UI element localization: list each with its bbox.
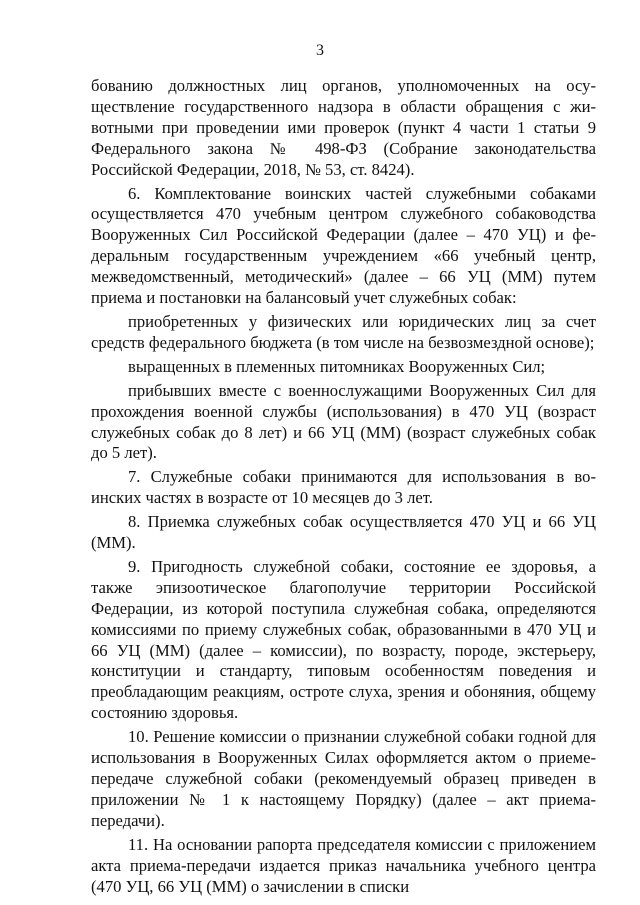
paragraph-item-10: 10. Решение комиссии о признании служебной собаки годной для использования в Вооруженных Силах оформляется актом о приеме-передаче служебной собаки (рекомендуемый образец приведен в приложении № 1 к настоящему Порядку) (далее – акт приема-передачи). (91, 727, 596, 830)
paragraph-item-9: 9. Пригодность служебной собаки, состояние ее здоровья, а также эпизоотическое благополучие территории Российской Федерации, из которой поступила служебная собака, определяются комиссиями по приему служебных собак, образованными в 470 УЦ и 66 УЦ (ММ) (далее – комиссии), по возрасту, породе, экстерьеру, конституции и стандарту, типовым особенностям поведения и преобладающим реакциям, остроте слуха, зрения и обоняния, общему состоянию здоровья. (91, 556, 596, 723)
paragraph-item-7: 7. Служебные собаки принимаются для использования в воинских частях в возрасте от 10 месяцев до 3 лет. (91, 467, 596, 508)
paragraph-item-6: 6. Комплектование воинских частей служебными собаками осуществляется 470 учебным центром служебного собаководства Вооруженных Сил Российской Федерации (далее – 470 УЦ) и федеральным государственным учреждением «66 учебный центр, межведомственный, методический» (далее – 66 УЦ (ММ) путем приема и постановки на балансовый учет служебных собак: (91, 183, 596, 308)
paragraph-subitem-bred: выращенных в племенных питомниках Вооруженных Сил; (128, 356, 546, 376)
paragraph-item-11: 11. На основании рапорта председателя комиссии с приложением акта приема-передачи издается приказ начальника учебного центра (470 УЦ, 66 УЦ (ММ) о зачислении в списки (91, 834, 596, 896)
paragraph-subitem-purchased: приобретенных у физических или юридических лиц за счет средств федерального бюджета (в том числе на безвозмездной основе); (91, 311, 596, 352)
paragraph-item-8: 8. Приемка служебных собак осуществляется 470 УЦ и 66 УЦ (ММ). (91, 512, 596, 553)
document-body (91, 76, 596, 900)
paragraph-subitem-arrived: прибывших вместе с военнослужащими Вооруженных Сил для прохождения военной службы (использования) в 470 УЦ (возраст служебных собак до 8 лет) и 66 УЦ (ММ) (возраст служебных собак до 5 лет). (91, 380, 596, 463)
page-number: 3 (316, 42, 324, 59)
paragraph-continuation: бованию должностных лиц органов, уполномоченных на осуществление государственного надзора в области обращения с животными при проведении ими проверок (пункт 4 части 1 статьи 9 Федерального закона № 498-ФЗ (Собрание законодательства Российской Федерации, 2018, № 53, ст. 8424). (91, 76, 596, 179)
